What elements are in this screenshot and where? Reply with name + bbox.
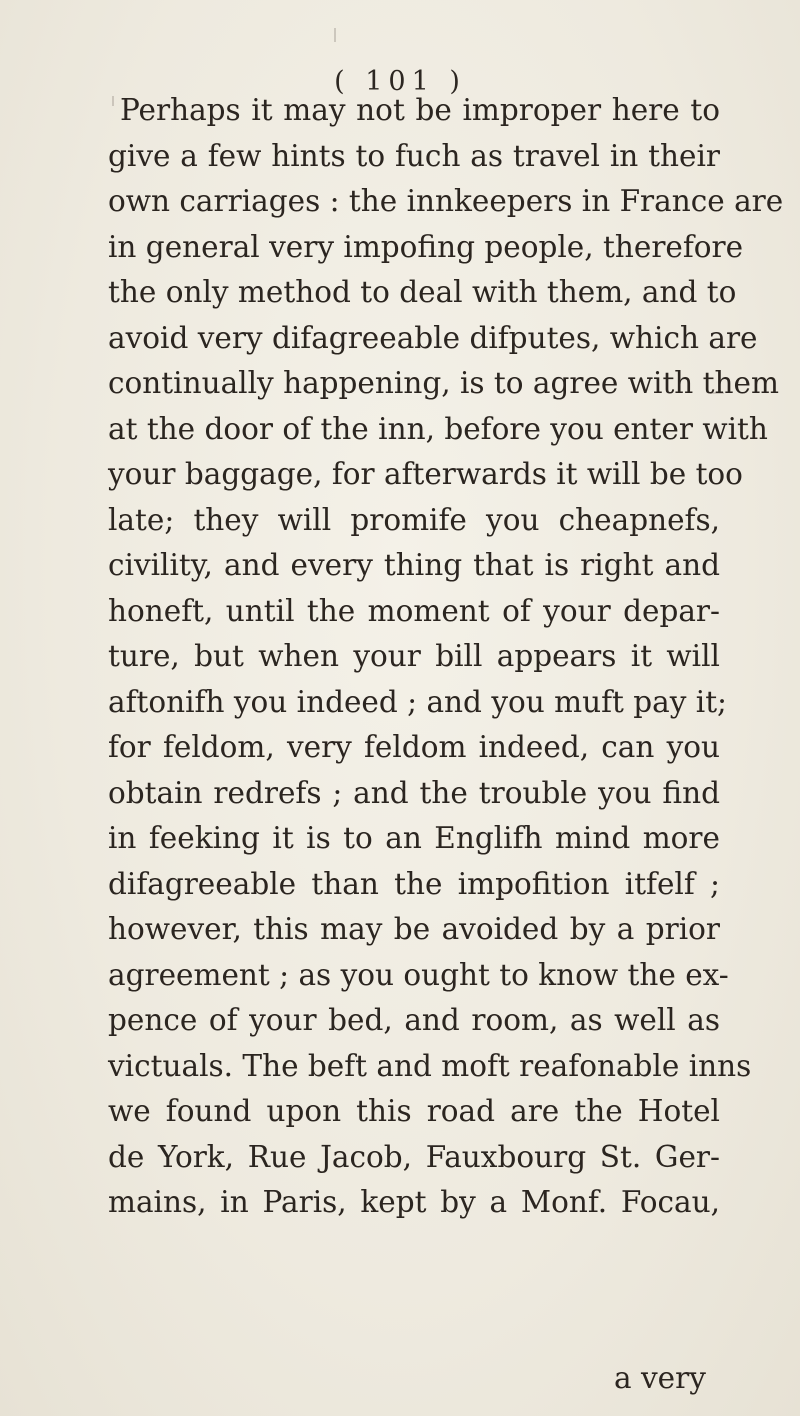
text-line: continually happening, is to agree with them xyxy=(108,366,779,400)
text-line: ture, but when your bill appears it will xyxy=(108,639,720,673)
text-line: the only method to deal with them, and to xyxy=(108,275,737,309)
text-line: in general very impofing people, therefore xyxy=(108,229,744,264)
text-line: own carriages : the innkeepers in France are xyxy=(108,184,784,218)
text-line: civility, and every thing that is right and xyxy=(108,548,720,582)
text-line: honeft, until the moment of your depar- xyxy=(108,593,720,628)
text-line: avoid very difagreeable difputes, which are xyxy=(108,320,758,355)
text-line: victuals. The beft and moft reafonable inns xyxy=(108,1048,752,1083)
text-line: aftonifh you indeed ; and you muft pay it; xyxy=(108,684,727,719)
text-line: mains, in Paris, kept by a Monf. Focau, xyxy=(108,1185,720,1219)
text-line: late; they will promife you cheapnefs, xyxy=(108,502,720,537)
text-line: difagreeable than the impofition itfelf ; xyxy=(108,866,720,901)
body-text xyxy=(108,88,784,1226)
catchword: a very xyxy=(614,1361,706,1395)
paper-speck xyxy=(334,28,336,42)
text-line: obtain redrefs ; and the trouble you find xyxy=(108,775,720,810)
text-line: for feldom, very feldom indeed, can you xyxy=(108,730,720,764)
text-line: at the door of the inn, before you enter with xyxy=(108,411,768,446)
text-line: agreement ; as you ought to know the ex- xyxy=(108,957,729,992)
text-line: give a few hints to fuch as travel in their xyxy=(108,138,720,173)
text-line: in feeking it is to an Englifh mind more xyxy=(108,821,720,855)
text-line: we found upon this road are the Hotel xyxy=(108,1094,720,1128)
text-line: however, this may be avoided by a prior xyxy=(108,912,720,946)
text-line: your baggage, for afterwards it will be too xyxy=(108,457,743,491)
text-line: pence of your bed, and room, as well as xyxy=(108,1003,720,1037)
page-number-header: ( 101 ) xyxy=(334,66,466,97)
text-line: de York, Rue Jacob, Fauxbourg St. Ger- xyxy=(108,1139,720,1174)
text-line: Perhaps it may not be improper here to xyxy=(120,93,720,127)
